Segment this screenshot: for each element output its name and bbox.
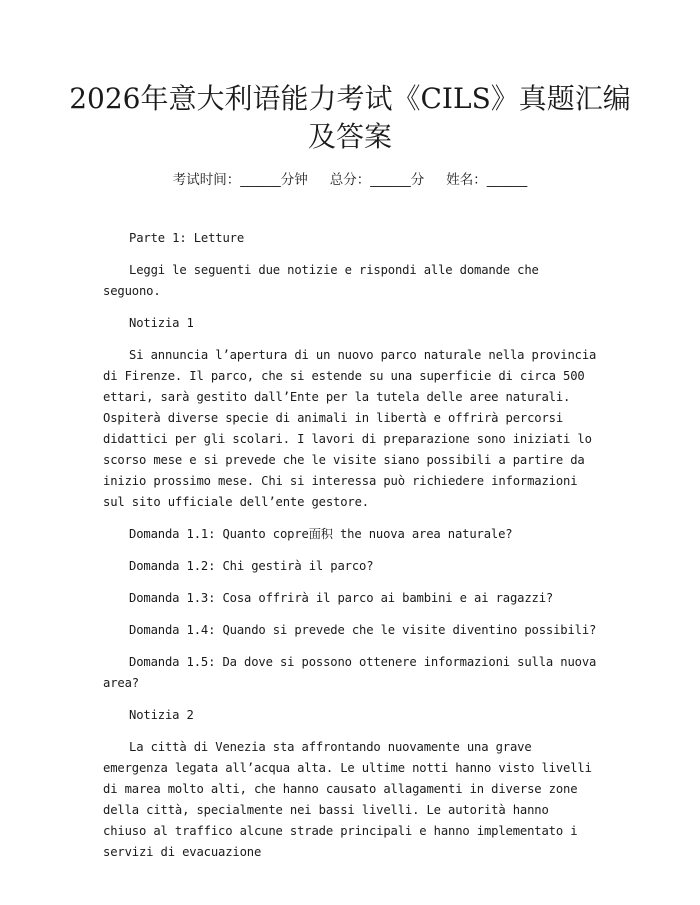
notizia-2-text: La città di Venezia sta affrontando nuovamente una grave emergenza legata all’acqua alta. Le ultime notti hanno visto livelli di marea molto alti, che hanno causato allagamenti in diverse zone della città, specialmente nei bassi livelli. Le autorità hanno chiuso al traffico alcune strade principali e hanno implementato i servizi di evacuazione <box>103 740 592 859</box>
question-1-1: Domanda 1.1: Quanto copre面积 the nuova area naturale? <box>129 527 513 541</box>
title-line-2: 及答案 <box>307 120 392 153</box>
question-1-2: Domanda 1.2: Chi gestirà il parco? <box>129 559 374 573</box>
document-title <box>60 80 640 156</box>
total-score-field: 总分：______分 <box>329 172 425 188</box>
question-1-5: Domanda 1.5: Da dove si possono ottenere informazioni sulla nuova area? <box>103 655 597 690</box>
instructions-paragraph: Leggi le seguenti due notizie e rispondi alle domande che seguono. <box>103 263 539 298</box>
question-1-3: Domanda 1.3: Cosa offrirà il parco ai bambini e ai ragazzi? <box>129 591 554 605</box>
document-body <box>103 228 597 874</box>
notizia-1-text: Si annuncia l’apertura di un nuovo parco naturale nella provincia di Firenze. Il parco, che si estende su una superficie di circa 500 ettari, sarà gestito dall’Ente per la tutela delle aree naturali. Ospiterà diverse specie di animali in libertà e offrirà percorsi didattici per gli scolari. I lavori di preparazione sono iniziati lo scorso mese e si prevede che le visite siano possibili a partire da inizio prossimo mese. Chi si interessa può richiedere informazioni sul sito ufficiale dell’ente gestore. <box>103 348 597 509</box>
title-line-1: 2026年意大利语能力考试《CILS》真题汇编 <box>69 82 631 115</box>
exam-time-field: 考试时间：______分钟 <box>172 172 308 188</box>
notizia-2-heading: Notizia 2 <box>129 708 194 722</box>
question-1-4: Domanda 1.4: Quando si prevede che le visite diventino possibili? <box>129 623 597 637</box>
notizia-1-heading: Notizia 1 <box>129 316 194 330</box>
part-heading: Parte 1: Letture <box>129 231 244 245</box>
name-field: 姓名：______ <box>446 172 528 188</box>
exam-info-line <box>0 168 700 188</box>
